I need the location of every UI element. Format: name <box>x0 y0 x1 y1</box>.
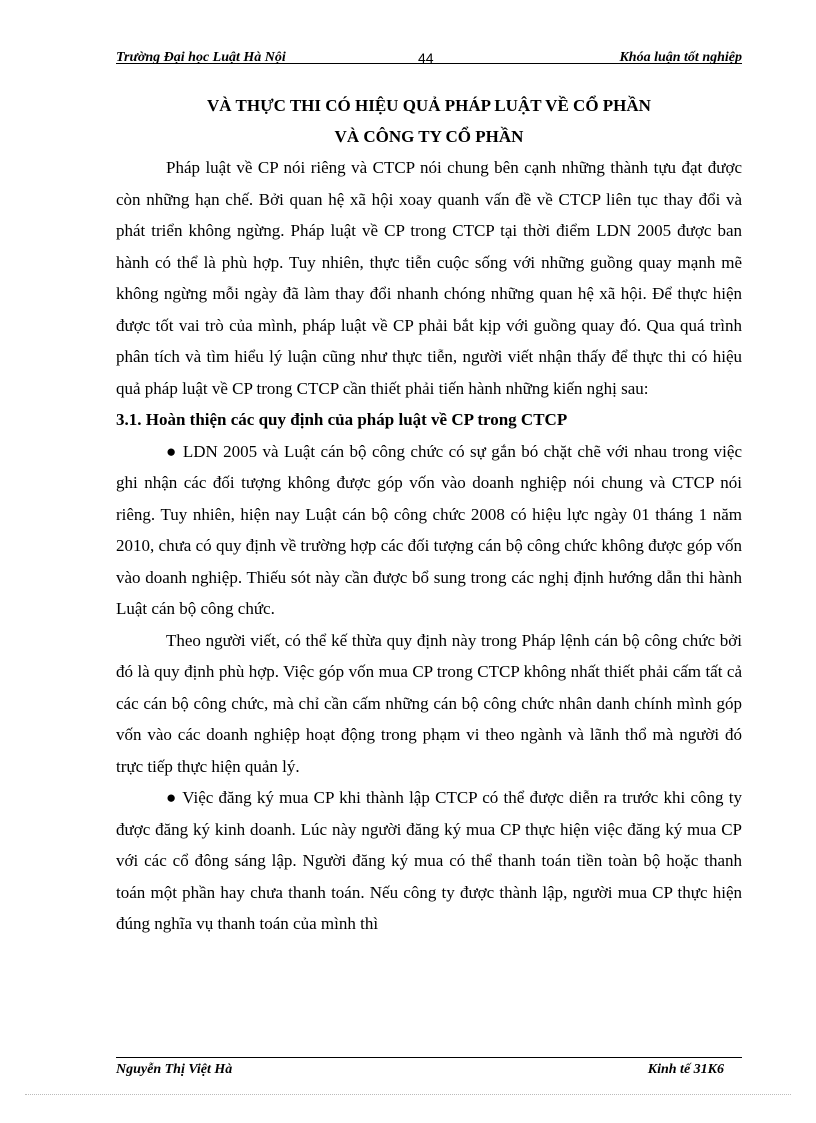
page-content <box>116 90 742 940</box>
header-doc-type: Khóa luận tốt nghiệp <box>619 50 742 65</box>
footer-author: Nguyễn Thị Việt Hà <box>116 1062 233 1077</box>
paragraph-bullet-1: ● LDN 2005 và Luật cán bộ công chức có sự gắn bó chặt chẽ với nhau trong việc ghi nhận các đối tượng không được góp vốn vào doanh nghiệp nói chung và CTCP nói riêng. Tuy nhiên, hiện nay Luật cán bộ công chức 2008 có hiệu lực ngày 01 tháng 1 năm 2010, chưa có quy định về trường hợp các đối tượng cán bộ công chức không được góp vốn vào doanh nghiệp. Thiếu sót này cần được bổ sung trong các nghị định hướng dẫn thi hành Luật cán bộ công chức. <box>116 441 742 618</box>
footer-rule <box>116 1057 742 1058</box>
section-heading: 3.1. Hoàn thiện các quy định của pháp luật về CP trong CTCP <box>116 410 568 429</box>
header-rule <box>116 63 742 64</box>
title-line-2: VÀ CÔNG TY CỔ PHẦN <box>334 127 524 146</box>
paragraph-continuation: Theo người viết, có thể kế thừa quy định này trong Pháp lệnh cán bộ công chức bởi đó là quy định phù hợp. Việc góp vốn mua CP trong CTCP không nhất thiết phải cấm tất cả các cán bộ công chức, mà chỉ cần cấm những cán bộ công chức nhân danh chính mình góp vốn vào các doanh nghiệp hoạt động trong phạm vi theo ngành và lãnh thổ mà người đó trực tiếp thực hiện quản lý. <box>116 630 742 776</box>
paragraph-intro: Pháp luật về CP nói riêng và CTCP nói chung bên cạnh những thành tựu đạt được còn những hạn chế. Bởi quan hệ xã hội xoay quanh vấn đề về CTCP liên tục thay đổi và phát triển không ngừng. Pháp luật về CP trong CTCP tại thời điểm LDN 2005 được ban hành có thể là phù hợp. Tuy nhiên, thực tiễn cuộc sống với những guồng quay mạnh mẽ không ngừng mỗi ngày đã làm thay đổi nhanh chóng những quan hệ xã hội. Để thực hiện được tốt vai trò của mình, pháp luật về CP phải bắt kịp với guồng quay đó. Qua quá trình phân tích và tìm hiểu lý luận cũng như thực tiễn, người viết nhận thấy để thực thi có hiệu quả pháp luật về CP trong CTCP cần thiết phải tiến hành những kiến nghị sau: <box>116 158 742 398</box>
section-title <box>116 90 742 152</box>
paragraph-bullet-2: ● Việc đăng ký mua CP khi thành lập CTCP có thể được diễn ra trước khi công ty được đăng ký kinh doanh. Lúc này người đăng ký mua CP thực hiện việc đăng ký mua CP với các cổ đông sáng lập. Người đăng ký mua có thể thanh toán tiền toàn bộ hoặc thanh toán một phần hay chưa thanh toán. Nếu công ty được thành lập, người mua CP thực hiện đúng nghĩa vụ thanh toán của mình thì <box>116 788 742 933</box>
header-school: Trường Đại học Luật Hà Nội <box>116 50 286 65</box>
footer-class: Kinh tế 31K6 <box>647 1062 724 1077</box>
page-footer <box>116 1062 742 1082</box>
page-break-line <box>25 1094 791 1095</box>
title-line-1: VÀ THỰC THI CÓ HIỆU QUẢ PHÁP LUẬT VỀ CỔ PHẦN <box>207 96 651 115</box>
page-number: 44 <box>418 50 434 66</box>
